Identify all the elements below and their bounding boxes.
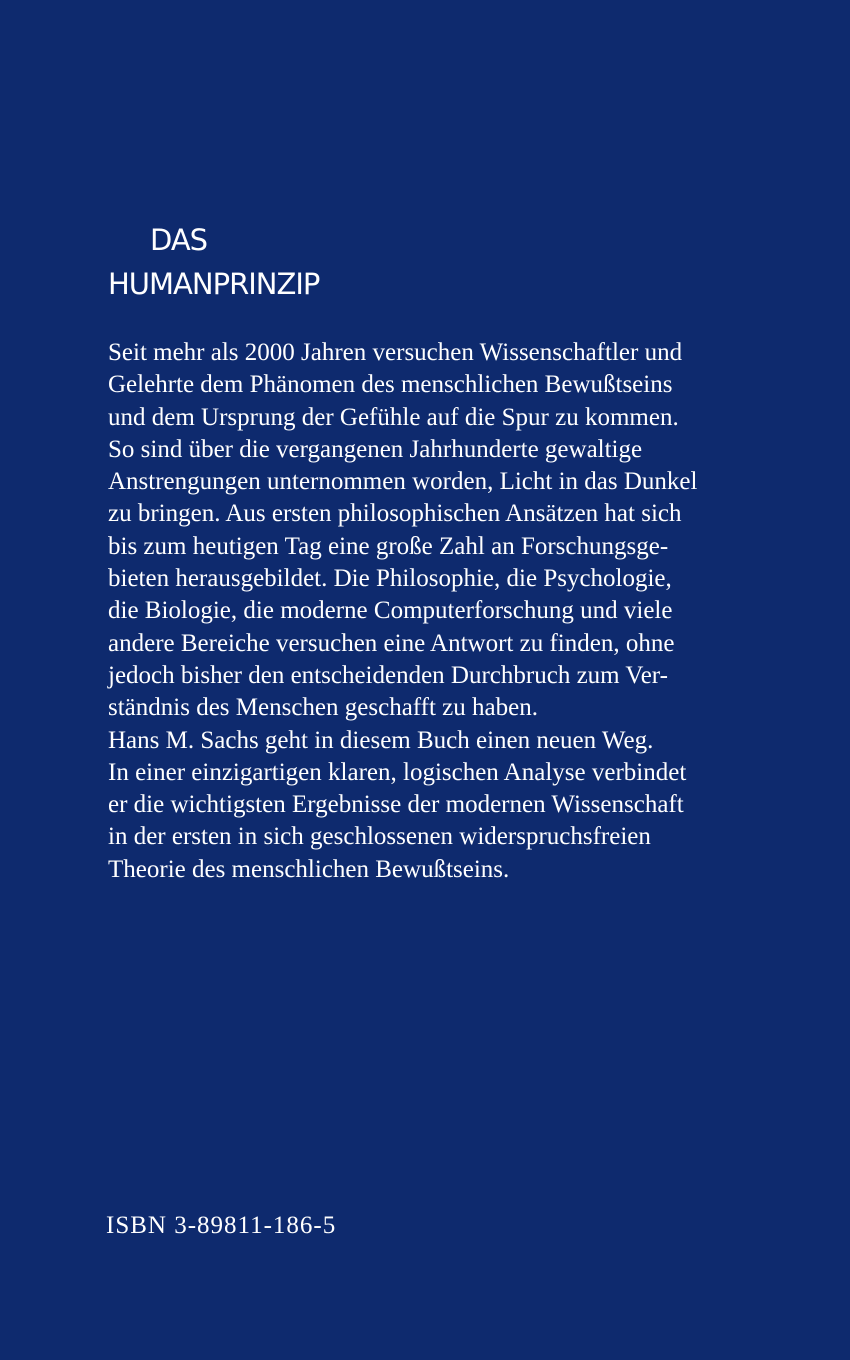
blurb-line: zu bringen. Aus ersten philosophischen Ansätzen hat sich: [108, 500, 682, 528]
blurb-line: jedoch bisher den entscheidenden Durchbruch zum Ver-: [108, 661, 668, 689]
blurb-line: Hans M. Sachs geht in diesem Buch einen neuen Weg.: [108, 726, 654, 754]
blurb-line: ständnis des Menschen geschafft zu haben.: [108, 694, 538, 722]
blurb-line: andere Bereiche versuchen eine Antwort zu finden, ohne: [108, 629, 675, 657]
blurb-line: In einer einzigartigen klaren, logischen Analyse verbindet: [108, 758, 687, 786]
blurb-line: er die wichtigsten Ergebnisse der modernen Wissenschaft: [108, 791, 684, 819]
blurb-line: die Biologie, die moderne Computerforschung und viele: [108, 597, 673, 625]
blurb-line: Anstrengungen unternommen worden, Licht in das Dunkel: [108, 468, 698, 496]
blurb-line: bieten herausgebildet. Die Philosophie, die Psychologie,: [108, 565, 672, 593]
blurb-line: Theorie des menschlichen Bewußtseins.: [108, 855, 510, 883]
title-line-humanprinzip: HUMANPRINZIP: [108, 267, 320, 301]
isbn-number: ISBN 3-89811-186-5: [106, 1212, 337, 1239]
blurb-line: bis zum heutigen Tag eine große Zahl an Forschungsge-: [108, 532, 669, 560]
blurb-line: Gelehrte dem Phänomen des menschlichen Bewußtseins: [108, 371, 673, 399]
blurb-text: [108, 337, 828, 886]
title-line-das: DAS: [150, 223, 208, 257]
blurb-line: So sind über die vergangenen Jahrhunderte gewaltige: [108, 435, 643, 463]
blurb-line: in der ersten in sich geschlossenen widerspruchsfreien: [108, 823, 651, 851]
blurb-line: und dem Ursprung der Gefühle auf die Spur zu kommen.: [108, 403, 679, 431]
blurb-line: Seit mehr als 2000 Jahren versuchen Wissenschaftler und: [108, 339, 683, 366]
